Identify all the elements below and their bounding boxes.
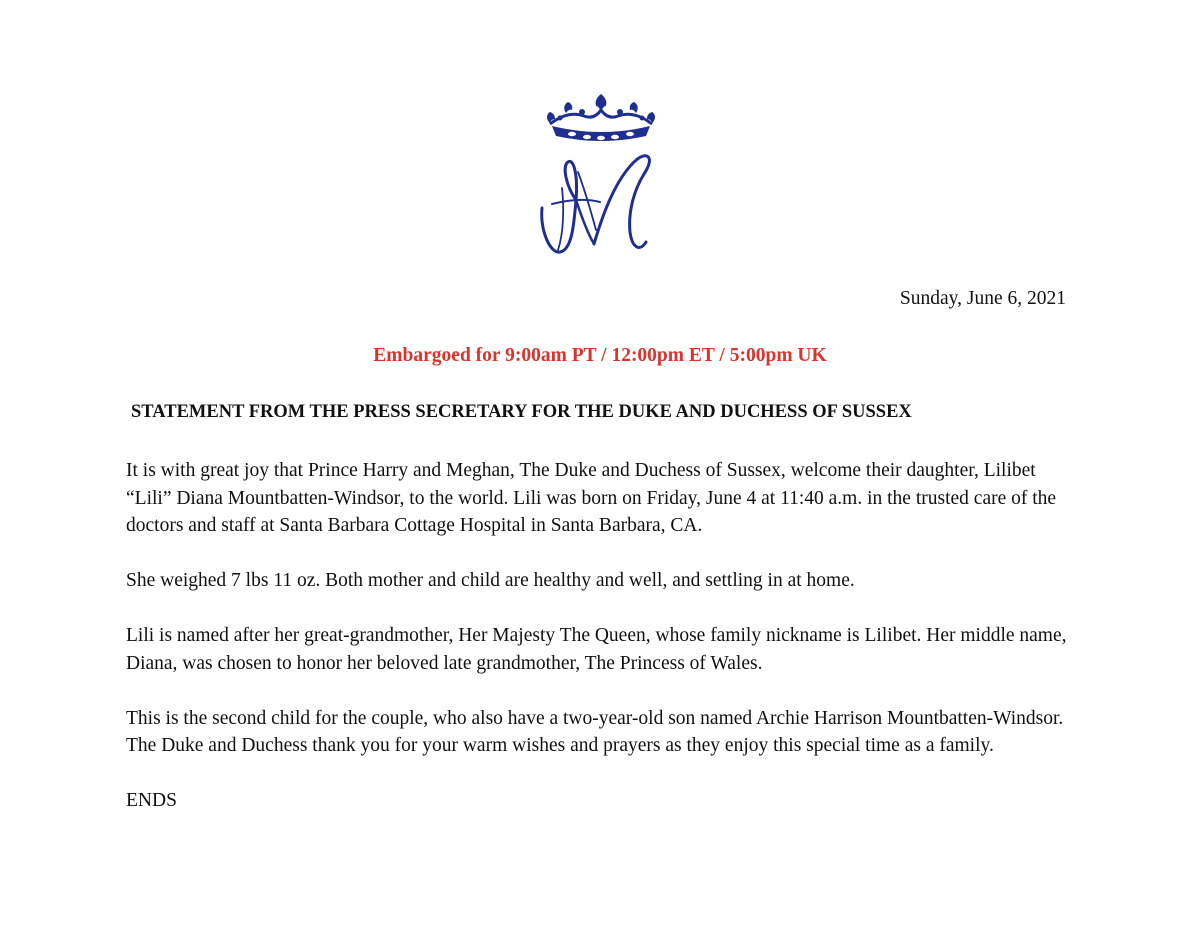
crowned-monogram-logo — [538, 92, 664, 262]
statement-body — [126, 457, 1086, 842]
statement-heading: STATEMENT FROM THE PRESS SECRETARY FOR THE DUKE AND DUCHESS OF SUSSEX — [131, 402, 912, 422]
ends-marker: ENDS — [126, 790, 177, 811]
release-date: Sunday, June 6, 2021 — [899, 288, 1066, 309]
paragraph-weight: She weighed 7 lbs 11 oz. Both mother and child are healthy and well, and settling in at home. — [126, 570, 855, 591]
paragraph-name-origin: Lili is named after her great-grandmother, Her Majesty The Queen, whose family nickname is Lilibet. Her middle name, Diana, was chosen to honor her beloved late grandmother, The Princess of Wales. — [126, 625, 1067, 674]
paragraph-birth-announcement: It is with great joy that Prince Harry and Meghan, The Duke and Duchess of Sussex, welcome their daughter, Lilibet “Lili” Diana Mountbatten-Windsor, to the world. Lili was born on Friday, June 4 at 11:40 a.m. in the trusted care of the doctors and staff at Santa Barbara Cottage Hospital in Santa Barbara, CA. — [126, 460, 1057, 536]
embargo-notice: Embargoed for 9:00am PT / 12:00pm ET / 5:00pm UK — [373, 345, 827, 366]
paragraph-family: This is the second child for the couple, who also have a two-year-old son named Archie Harrison Mountbatten-Windsor. The Duke and Duchess thank you for your warm wishes and prayers as they enjoy this special time as a family. — [126, 707, 1064, 756]
